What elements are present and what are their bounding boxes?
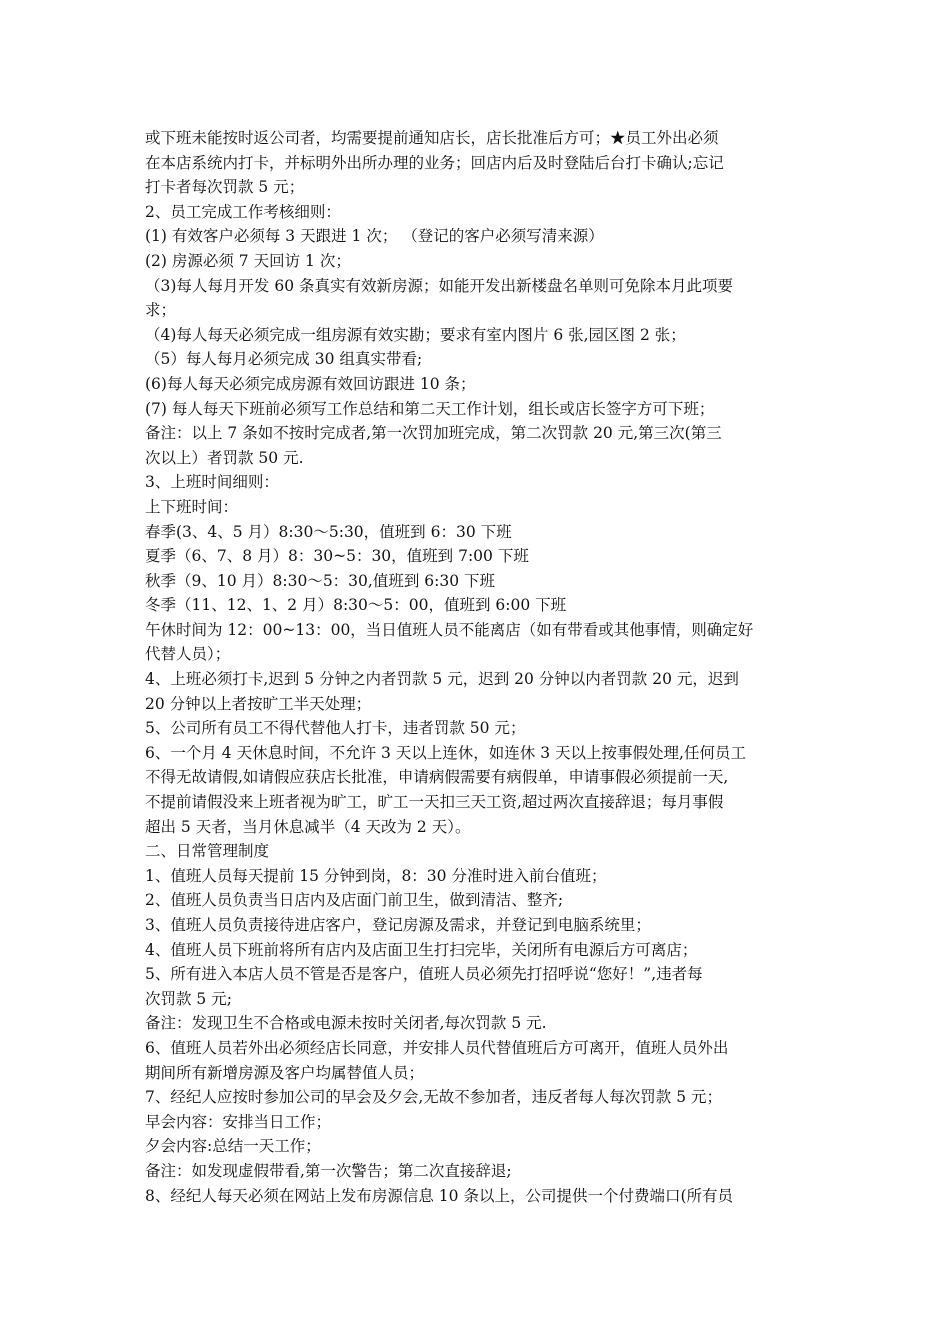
- section-heading: 2、员工完成工作考核细则：: [145, 202, 341, 221]
- document-body: [145, 126, 810, 1208]
- text-line: (6)每人每天必须完成房源有效回访跟进 10 条；: [145, 374, 476, 393]
- text-line: 午休时间为 12：00~13：00，当日值班人员不能离店（如有带看或其他事情，则确定好: [145, 620, 754, 639]
- text-line: 2、值班人员负责当日店内及店面门前卫生，做到清洁、整齐;: [145, 891, 564, 910]
- text-line: (1) 有效客户必须每 3 天跟进 1 次； （登记的客户必须写清来源）: [145, 227, 604, 246]
- text-line: 上下班时间：: [145, 497, 239, 516]
- text-line: 备注：如发现虚假带看,第一次警告；第二次直接辞退;: [145, 1161, 512, 1180]
- text-line: （4)每人每天必须完成一组房源有效实勘；要求有室内图片 6 张,园区图 2 张；: [145, 325, 686, 344]
- text-line: 4、上班必须打卡,迟到 5 分钟之内者罚款 5 元，迟到 20 分钟以内者罚款 20 元，迟到: [145, 670, 739, 689]
- text-line: 代替人员）；: [145, 645, 231, 664]
- text-line: 夏季（6、7、8 月）8：30~5：30，值班到 7:00 下班: [145, 547, 529, 566]
- text-line: 6、值班人员若外出必须经店长同意，并安排人员代替值班后方可离开，值班人员外出: [145, 1038, 729, 1057]
- text-line: 8、经纪人每天必须在网站上发布房源信息 10 条以上，公司提供一个付费端口(所有员: [145, 1186, 733, 1205]
- text-line: 冬季（11、12、1、2 月）8:30～5：00，值班到 6:00 下班: [145, 596, 567, 615]
- text-line: 夕会内容:总结一天工作；: [145, 1137, 321, 1156]
- text-line: 4、值班人员下班前将所有店内及店面卫生打扫完毕，关闭所有电源后方可离店；: [145, 940, 698, 959]
- text-line: 秋季（9、10 月）8:30～5：30,值班到 6:30 下班: [145, 571, 495, 590]
- text-line: 5、公司所有员工不得代替他人打卡，违者罚款 50 元；: [145, 719, 526, 738]
- text-line: 打卡者每次罚款 5 元；: [145, 178, 305, 197]
- section-heading: 二、日常管理制度: [145, 842, 270, 861]
- text-line: 期间所有新增房源及客户均属替值人员；: [145, 1063, 425, 1082]
- text-line: 1、值班人员每天提前 15 分钟到岗，8：30 分准时进入前台值班；: [145, 866, 607, 885]
- text-line: 5、所有进入本店人员不管是否是客户，值班人员必须先打招呼说“您好！”,违者每: [145, 965, 703, 984]
- text-line: 超出 5 天者，当月休息减半（4 天改为 2 天）。: [145, 817, 471, 836]
- text-line: 求；: [145, 301, 177, 320]
- text-line: （3)每人每月开发 60 条真实有效新房源；如能开发出新楼盘名单则可免除本月此项要: [145, 276, 733, 295]
- text-line: (2) 房源必须 7 天回访 1 次；: [145, 251, 351, 270]
- text-line: 早会内容：安排当日工作；: [145, 1112, 332, 1131]
- text-line: 或下班未能按时返公司者，均需要提前通知店长，店长批准后方可；★员工外出必须: [145, 129, 719, 147]
- text-line: 3、值班人员负责接待进店客户，登记房源及需求，并登记到电脑系统里；: [145, 916, 651, 934]
- text-line: 春季(3、4、5 月）8:30～5:30，值班到 6：30 下班: [145, 522, 512, 541]
- text-line: 不提前请假没来上班者视为旷工，旷工一天扣三天工资,超过两次直接辞退；每月事假: [145, 793, 724, 812]
- text-line: 6、一个月 4 天休息时间，不允许 3 天以上连休，如连休 3 天以上按事假处理,任何员工: [145, 743, 746, 762]
- text-line: （5）每人每月必须完成 30 组真实带看;: [145, 350, 423, 369]
- text-line: 次罚款 5 元;: [145, 989, 232, 1008]
- text-line: 不得无故请假,如请假应获店长批准，申请病假需要有病假单，申请事假必须提前一天,: [145, 768, 729, 787]
- text-line: 次以上）者罚款 50 元.: [145, 448, 304, 467]
- text-line: 备注：发现卫生不合格或电源未按时关闭者,每次罚款 5 元.: [145, 1014, 547, 1033]
- text-line: 20 分钟以上者按旷工半天处理；: [145, 694, 372, 713]
- section-heading: 3、上班时间细则：: [145, 473, 279, 492]
- text-line: (7) 每人每天下班前必须写工作总结和第二天工作计划，组长或店长签字方可下班；: [145, 399, 715, 418]
- text-line: 备注：以上 7 条如不按时完成者,第一次罚加班完成，第二次罚款 20 元,第三次(第三: [145, 424, 722, 443]
- text-line: 在本店系统内打卡，并标明外出所办理的业务；回店内后及时登陆后台打卡确认;忘记: [145, 153, 724, 172]
- text-line: 7、经纪人应按时参加公司的早会及夕会,无故不参加者，违反者每人每次罚款 5 元；: [145, 1088, 723, 1107]
